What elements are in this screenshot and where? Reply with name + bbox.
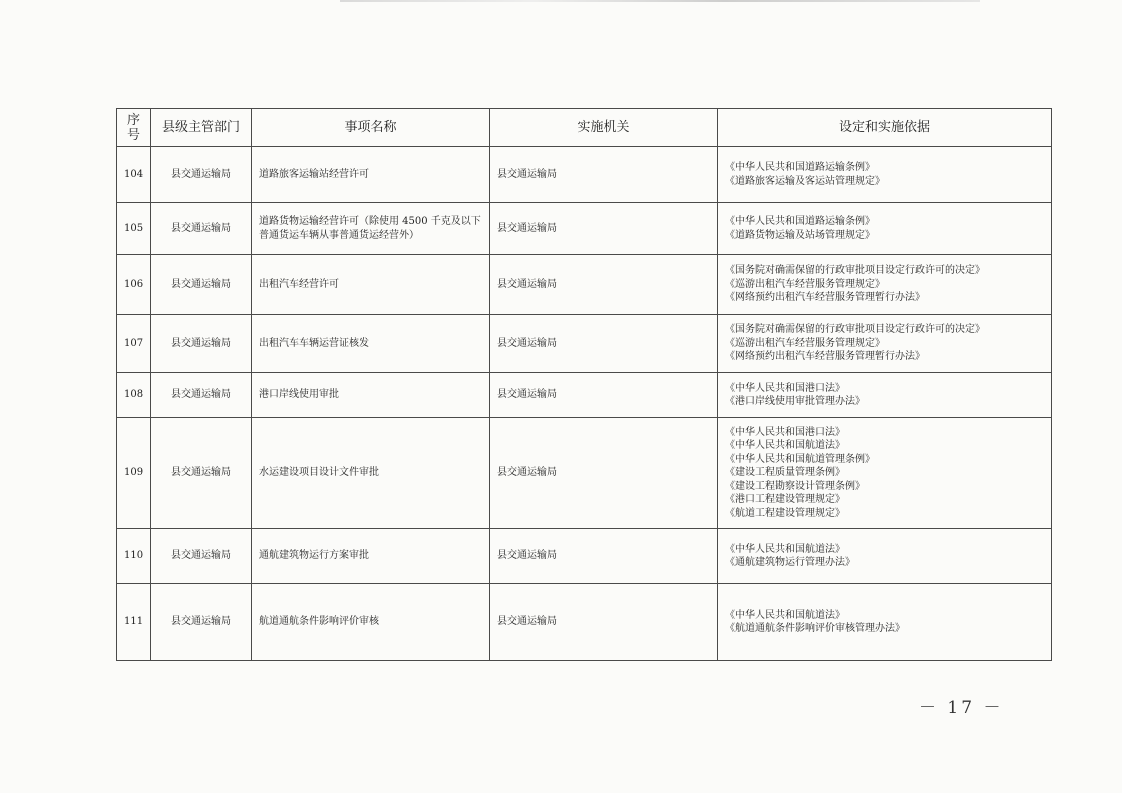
row-number: 107	[117, 315, 151, 373]
row-agency: 县交通运输局	[490, 529, 718, 584]
row-department: 县交通运输局	[151, 584, 252, 661]
basis-reference: 《网络预约出租汽车经营服务管理暂行办法》	[725, 351, 925, 363]
row-number: 109	[117, 418, 151, 529]
basis-reference: 《中华人民共和国航道管理条例》	[725, 453, 875, 465]
row-item-name: 水运建设项目设计文件审批	[252, 418, 490, 529]
basis-reference: 《国务院对确需保留的行政审批项目设定行政许可的决定》	[725, 324, 985, 336]
table-row	[117, 147, 1052, 203]
row-basis	[718, 315, 1052, 373]
basis-reference: 《通航建筑物运行管理办法》	[725, 557, 855, 568]
basis-reference: 《中华人民共和国道路运输条例》	[725, 216, 875, 227]
table-row	[117, 584, 1052, 661]
table-row	[117, 373, 1052, 418]
row-item-name: 出租汽车车辆运营证核发	[252, 315, 490, 373]
row-number: 108	[117, 373, 151, 418]
page-number: － 17 －	[919, 698, 1004, 718]
table-row	[117, 203, 1052, 255]
scan-edge	[340, 0, 980, 2]
row-item-name: 通航建筑物运行方案审批	[252, 529, 490, 584]
row-item-name: 出租汽车经营许可	[252, 255, 490, 315]
row-basis	[718, 203, 1052, 255]
basis-reference: 《巡游出租汽车经营服务管理规定》	[725, 278, 885, 290]
basis-reference: 《道路旅客运输及客运站管理规定》	[725, 175, 885, 187]
permits-table	[116, 108, 1052, 661]
row-department: 县交通运输局	[151, 529, 252, 584]
table-body	[117, 147, 1052, 661]
table-row	[117, 255, 1052, 315]
row-basis	[718, 529, 1052, 584]
row-department: 县交通运输局	[151, 418, 252, 529]
row-number: 110	[117, 529, 151, 584]
header-basis: 设定和实施依据	[718, 109, 1052, 147]
basis-reference: 《巡游出租汽车经营服务管理规定》	[725, 337, 885, 349]
row-basis	[718, 255, 1052, 315]
basis-reference: 《道路货物运输及站场管理规定》	[725, 229, 875, 241]
table-row	[117, 315, 1052, 373]
row-basis	[718, 584, 1052, 661]
row-department: 县交通运输局	[151, 373, 252, 418]
row-agency: 县交通运输局	[490, 147, 718, 203]
row-department: 县交通运输局	[151, 255, 252, 315]
row-basis	[718, 418, 1052, 529]
basis-reference: 《中华人民共和国航道法》	[725, 543, 845, 555]
basis-reference: 《网络预约出租汽车经营服务管理暂行办法》	[725, 292, 925, 304]
header-dept: 县级主管部门	[151, 109, 252, 147]
row-basis	[718, 147, 1052, 203]
header-item: 事项名称	[252, 109, 490, 147]
header-seq: 序号	[117, 109, 151, 147]
row-agency: 县交通运输局	[490, 584, 718, 661]
table-row	[117, 418, 1052, 529]
row-item-name: 航道通航条件影响评价审核	[252, 584, 490, 661]
table-header-row	[117, 109, 1052, 147]
row-agency: 县交通运输局	[490, 255, 718, 315]
basis-reference: 《港口工程建设管理规定》	[725, 494, 845, 506]
row-agency: 县交通运输局	[490, 373, 718, 418]
row-item-name: 道路货物运输经营许可（除使用 4500 千克及以下普通货运车辆从事普通货运经营外）	[252, 203, 490, 255]
basis-reference: 《国务院对确需保留的行政审批项目设定行政许可的决定》	[725, 265, 985, 277]
basis-reference: 《建设工程质量管理条例》	[725, 467, 845, 479]
basis-reference: 《建设工程勘察设计管理条例》	[725, 480, 865, 492]
basis-reference: 《中华人民共和国道路运输条例》	[725, 162, 875, 173]
basis-reference: 《中华人民共和国航道法》	[725, 609, 845, 621]
basis-reference: 《航道工程建设管理规定》	[725, 507, 845, 519]
basis-reference: 《中华人民共和国港口法》	[725, 382, 845, 394]
row-number: 105	[117, 203, 151, 255]
header-agency: 实施机关	[490, 109, 718, 147]
row-department: 县交通运输局	[151, 203, 252, 255]
row-department: 县交通运输局	[151, 315, 252, 373]
row-agency: 县交通运输局	[490, 203, 718, 255]
basis-reference: 《中华人民共和国航道法》	[725, 440, 845, 452]
row-number: 111	[117, 584, 151, 661]
row-item-name: 道路旅客运输站经营许可	[252, 147, 490, 203]
row-agency: 县交通运输局	[490, 315, 718, 373]
basis-reference: 《航道通航条件影响评价审核管理办法》	[725, 623, 905, 634]
row-item-name: 港口岸线使用审批	[252, 373, 490, 418]
basis-reference: 《中华人民共和国港口法》	[725, 426, 845, 438]
row-number: 106	[117, 255, 151, 315]
row-basis	[718, 373, 1052, 418]
row-agency: 县交通运输局	[490, 418, 718, 529]
row-department: 县交通运输局	[151, 147, 252, 203]
row-number: 104	[117, 147, 151, 203]
table-row	[117, 529, 1052, 584]
basis-reference: 《港口岸线使用审批管理办法》	[725, 396, 865, 407]
